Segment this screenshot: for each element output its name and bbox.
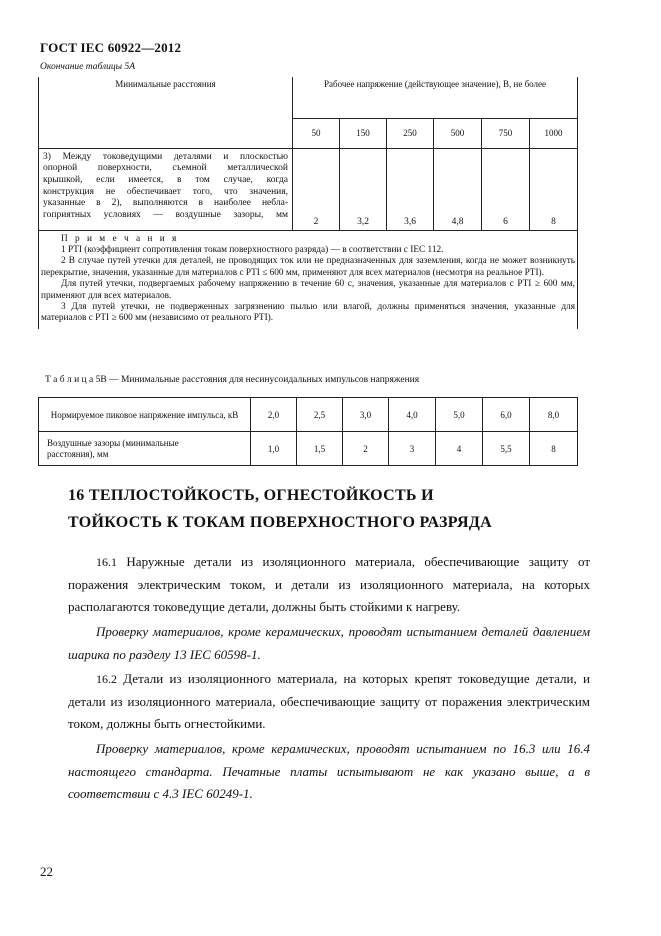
page-number: 22 (40, 864, 53, 879)
row-3-value: 6 (482, 148, 530, 230)
impulse-voltage-value: 8,0 (530, 398, 578, 432)
paragraph-16-1-test (68, 621, 590, 666)
impulse-voltage-value: 4,0 (389, 398, 436, 432)
table-5b-caption: Т а б л и ц а 5В — Минимальные расстояния для несинусоидальных импульсов напряжения (45, 375, 420, 385)
clearance-value: 2 (343, 432, 389, 466)
row-3-line: крышкой, если имеется, в том случае, когда (43, 174, 288, 185)
clearance-value: 5,5 (483, 432, 530, 466)
clause-text: Наружные детали из изоляционного материала, обеспечивающие защиту от поражения электрическим током, и детали из изоляционного материала, на которых располагаются токоведущие детали, должны быть стойкими к нагреву. (68, 554, 590, 614)
impulse-voltage-value: 2,5 (297, 398, 343, 432)
impulse-voltage-value: 6,0 (483, 398, 530, 432)
section-16-title-line-1: 16 ТЕПЛОСТОЙКОСТЬ, ОГНЕСТОЙКОСТЬ И (68, 487, 434, 504)
table-5a-caption: Окончание таблицы 5А (40, 62, 136, 72)
row-3-line: 3) Между токоведущими деталями и плоскостью (43, 151, 288, 162)
clearance-value: 1,5 (297, 432, 343, 466)
voltage-150: 150 (340, 118, 387, 148)
clearance-label: Воздушные зазоры (минимальные расстояния), мм (39, 432, 251, 466)
paragraph-16-2 (68, 668, 590, 736)
row-3-line: конструкция не обеспечивает того, что значения, (43, 186, 288, 197)
document-header: ГОСТ IEC 60922—2012 (40, 40, 182, 55)
row-3-value: 3,2 (340, 148, 387, 230)
row-3-value: 3,6 (387, 148, 434, 230)
col-head-voltage: Рабочее напряжение (действующее значение), В, не более (293, 77, 578, 118)
paragraph-16-2-test (68, 738, 590, 806)
impulse-voltage-label: Нормируемое пиковое напряжение импульса, кВ (39, 398, 251, 432)
voltage-500: 500 (434, 118, 482, 148)
clause-number: 16.1 (96, 555, 117, 569)
row-3-description (39, 148, 293, 230)
clearance-value: 8 (530, 432, 578, 466)
voltage-1000: 1000 (530, 118, 578, 148)
clearance-value: 3 (389, 432, 436, 466)
voltage-250: 250 (387, 118, 434, 148)
impulse-voltage-value: 2,0 (251, 398, 297, 432)
row-3-value: 8 (530, 148, 578, 230)
note-item: 1 PTI (коэффициент сопротивления токам поверхностного разряда) — в соответствии с IEC 112. (61, 244, 444, 255)
clause-test-text: Проверку материалов, кроме керамических, проводят испытанием по 16.3 или 16.4 настоящего стандарта. Печатные платы испытывают не как указано выше, а в соответствии с 4.3 IEC 60249-1. (68, 741, 590, 801)
note-item: Для путей утечки, подвергаемых рабочему напряжению в течение 60 с, значения, указанные для материалов с PTI ≥ 600 мм, применяют для всех материалов. (41, 279, 576, 301)
clause-test-text: Проверку материалов, кроме керамических, проводят испытанием деталей давлением шарика по разделу 13 IEC 60598-1. (68, 624, 590, 662)
col-head-min-distances: Минимальные расстояния (39, 77, 293, 148)
note-item: 3 Для путей утечки, не подверженных загрязнению пылью или влагой, должны применяться значения, указанные для материалов с PTI ≥ 600 мм (независимо от реального PTI). (41, 301, 576, 324)
impulse-voltage-value: 3,0 (343, 398, 389, 432)
row-3-value: 4,8 (434, 148, 482, 230)
table-5b (38, 397, 578, 466)
note-item: 2 В случае путей утечки для деталей, не проводящих ток или не предназначенных для заземления, когда не может возникнуть перекрытие, значения, указанные для материалов с PTI ≤ 600 мм, применяют для всех материалов (несмотря на реальное PTI). (41, 256, 576, 278)
row-3-line: гоприятных условиях — воздушные зазоры, мм (43, 210, 288, 221)
row-3-line: опорной поверхности, съемной металлической (43, 163, 288, 174)
clause-number: 16.2 (96, 672, 117, 686)
paragraph-16-1 (68, 551, 590, 619)
clearance-value: 1,0 (251, 432, 297, 466)
notes-title: П р и м е ч а н и я (61, 233, 179, 244)
clause-text: Детали из изоляционного материала, на которых крепят токоведущие детали, и детали из изоляционного материала, обеспечивающие защиту от поражения электрическим током, должны быть огнестойкими. (68, 671, 590, 731)
table-5a-notes (39, 230, 578, 329)
clearance-value: 4 (436, 432, 483, 466)
impulse-voltage-value: 5,0 (436, 398, 483, 432)
row-3-line: указанные в 2), выполняются в наиболее небла- (43, 198, 288, 209)
voltage-750: 750 (482, 118, 530, 148)
voltage-50: 50 (293, 118, 340, 148)
table-5a (38, 77, 578, 329)
row-3-value: 2 (293, 148, 340, 230)
section-16-title-line-2: ТОЙКОСТЬ К ТОКАМ ПОВЕРХНОСТНОГО РАЗРЯДА (68, 514, 493, 531)
